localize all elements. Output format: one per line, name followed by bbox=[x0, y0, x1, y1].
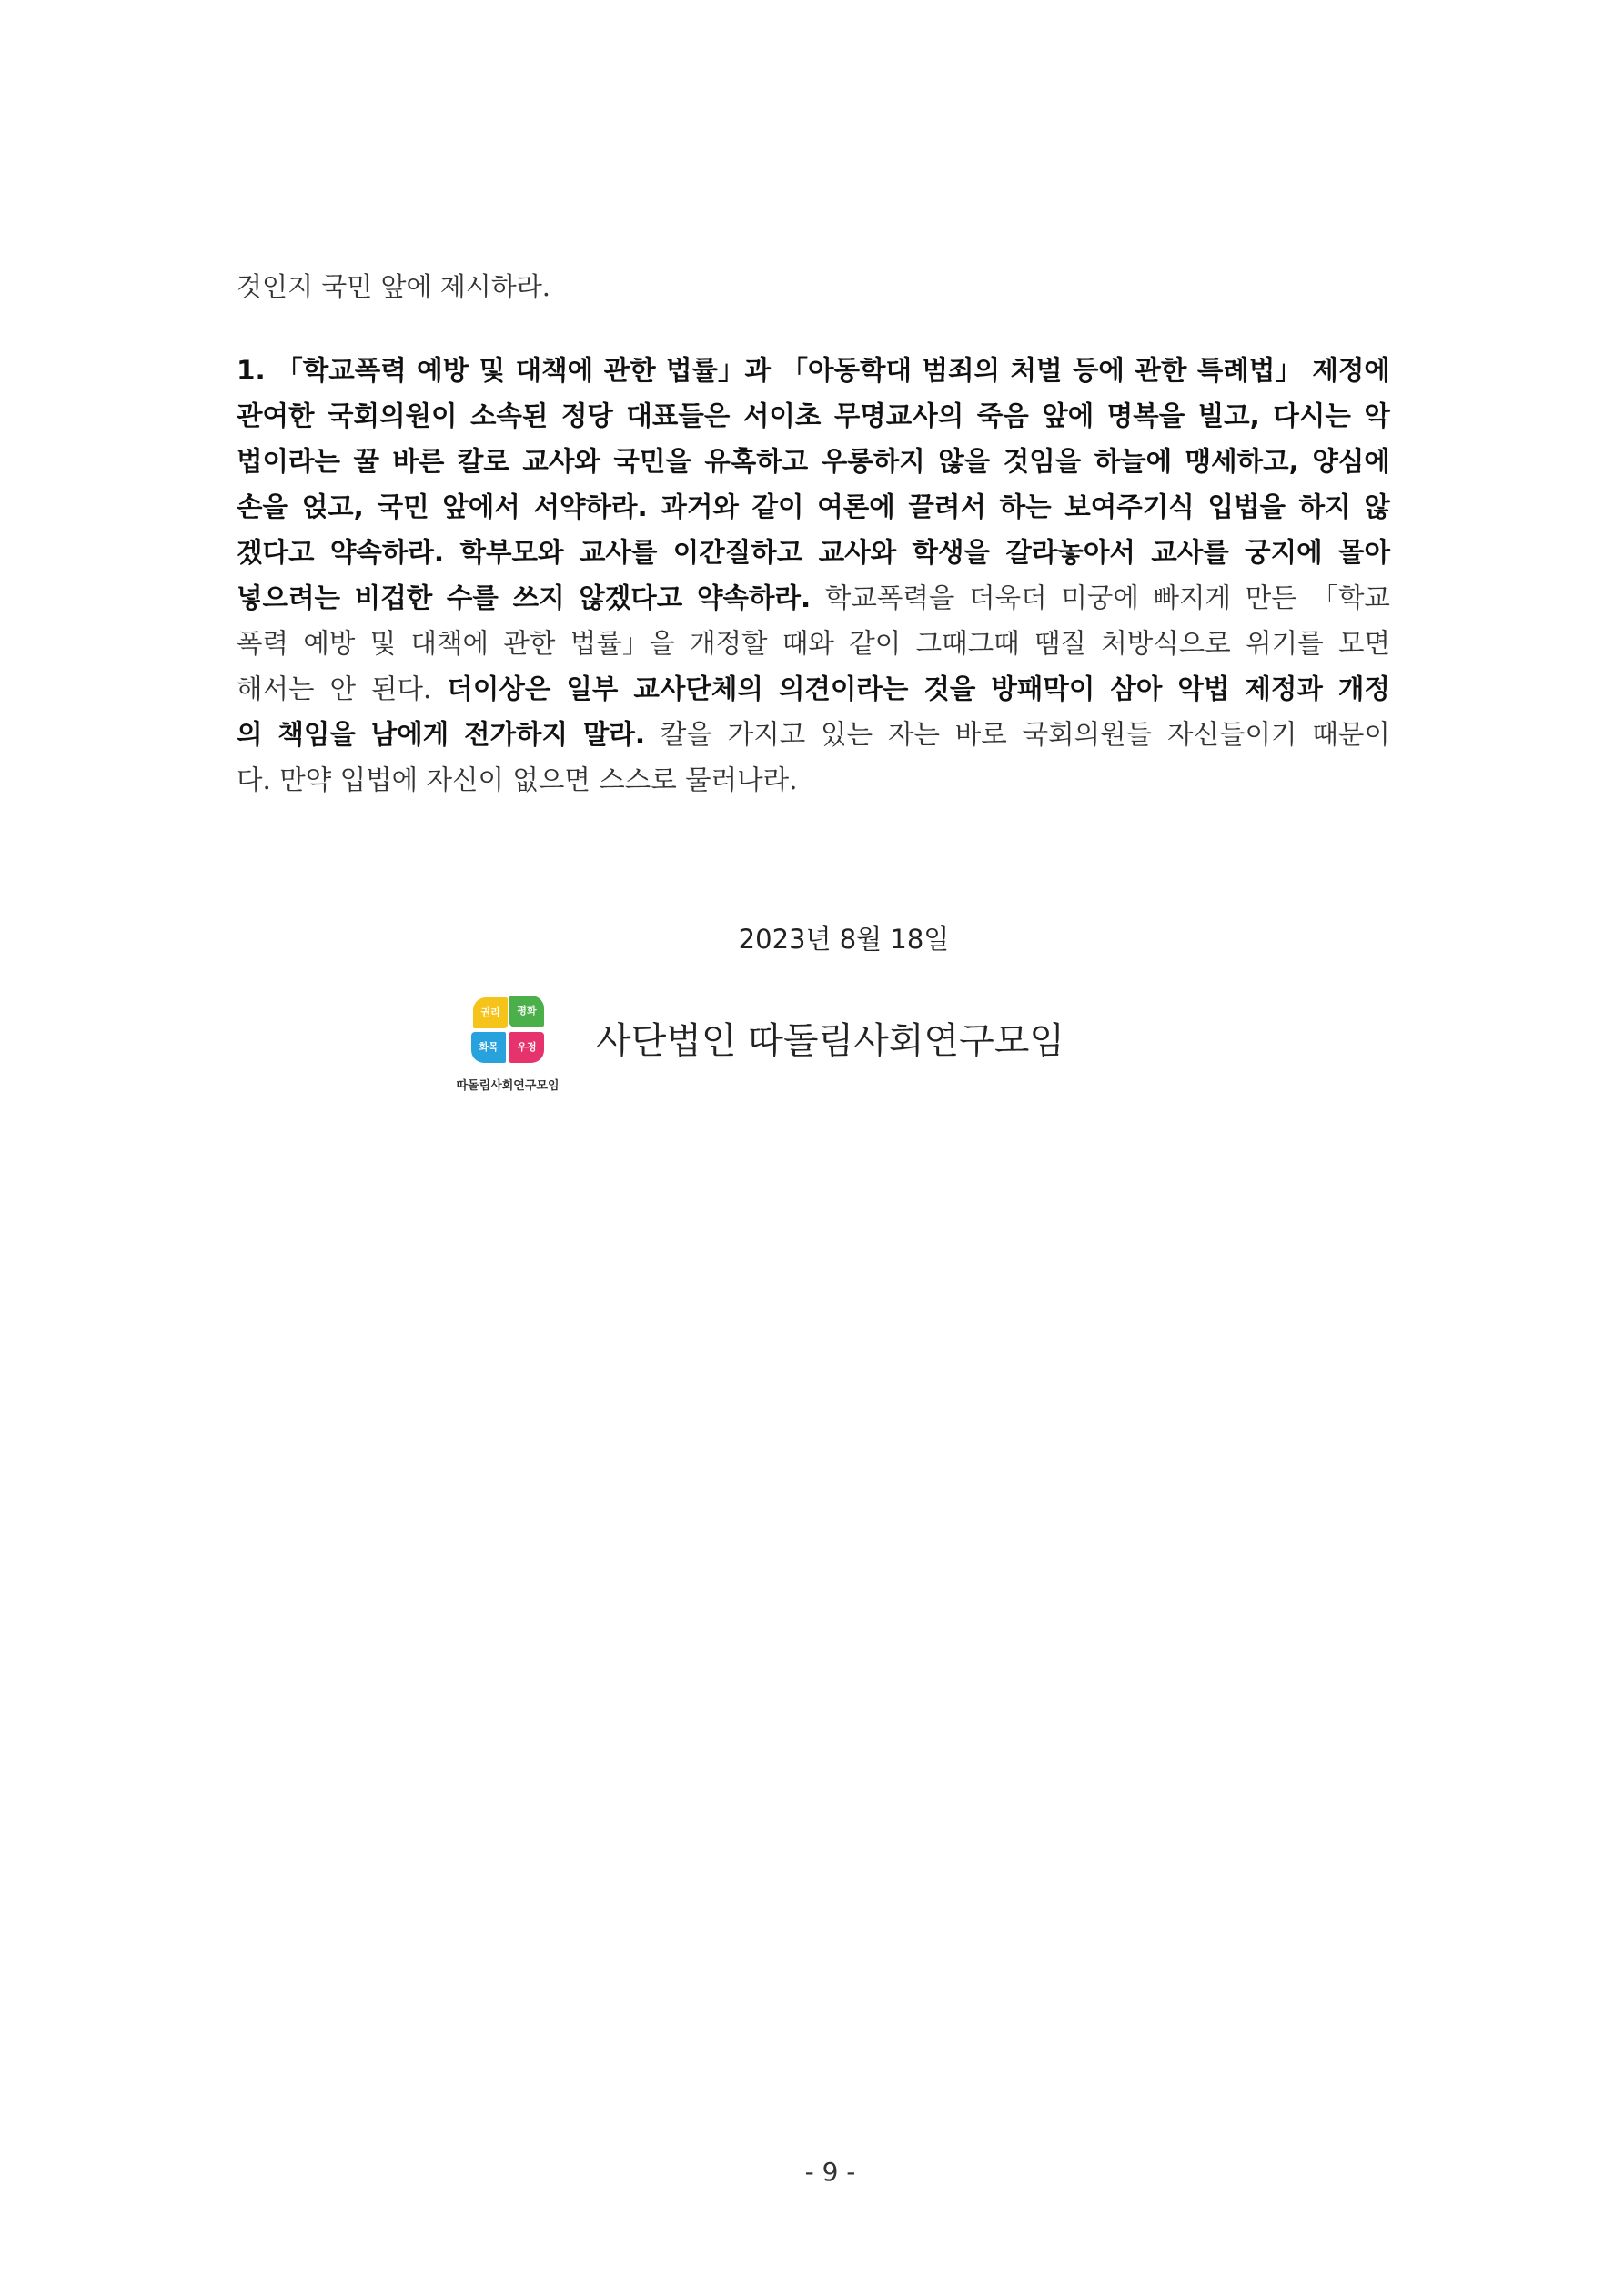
page-number: - 9 - bbox=[804, 2157, 856, 2187]
regular-text: 때문이 bbox=[1312, 719, 1390, 750]
bold-text: 대표들은 bbox=[626, 400, 731, 431]
regular-text: 해서는 bbox=[237, 673, 315, 704]
continuation-line: 것인지 국민 앞에 제시하라. bbox=[237, 271, 551, 302]
bold-text: 악법 bbox=[1177, 673, 1230, 704]
regular-text: 만든 bbox=[1245, 582, 1297, 613]
bold-text: 않겠다고 bbox=[579, 582, 683, 613]
bold-text: 우롱하지 bbox=[821, 446, 925, 477]
bold-text: 말라. bbox=[582, 719, 646, 750]
regular-text: 물러나라. bbox=[685, 764, 798, 795]
bold-text: 일부 bbox=[566, 673, 619, 704]
paragraph-line bbox=[237, 757, 1390, 803]
bold-text: 삼아 bbox=[1110, 673, 1163, 704]
regular-text: 법률」을 bbox=[570, 628, 675, 659]
organization-logo bbox=[444, 992, 571, 1101]
bold-text: 앞에서 bbox=[442, 491, 520, 522]
bold-text: 1. bbox=[237, 355, 266, 386]
bold-text: 끌려서 bbox=[908, 491, 986, 522]
regular-text: 없으면 bbox=[512, 764, 600, 795]
bold-text: 무명교사의 bbox=[833, 400, 964, 431]
bold-text: 방패막이 bbox=[991, 673, 1095, 704]
bold-text: 맹세하고, bbox=[1185, 446, 1299, 477]
bold-text: 수를 bbox=[446, 582, 499, 613]
bold-text: 국민을 bbox=[613, 446, 691, 477]
bold-text: 여론에 bbox=[817, 491, 895, 522]
paragraph-line bbox=[237, 621, 1390, 666]
logo-tile-rights: 권리 bbox=[473, 997, 508, 1028]
regular-text: 더욱더 bbox=[969, 582, 1047, 613]
regular-text: 그때그때 bbox=[915, 628, 1020, 659]
paragraph-line bbox=[237, 439, 1390, 484]
bold-text: 예방 bbox=[417, 355, 469, 386]
bold-text: 법률」과 bbox=[666, 355, 772, 386]
bold-text: 및 bbox=[479, 355, 506, 386]
bold-text: 갈라놓아서 bbox=[1005, 537, 1135, 568]
bold-text: 학부모와 bbox=[459, 537, 564, 568]
regular-text: 자신이 bbox=[426, 764, 513, 795]
bold-text: 교사단체의 bbox=[633, 673, 763, 704]
bold-text: 빌고, bbox=[1197, 400, 1260, 431]
paragraph-line bbox=[237, 530, 1390, 575]
bold-text: 다시는 bbox=[1273, 400, 1351, 431]
bold-text: 양심에 bbox=[1312, 446, 1390, 477]
bold-text: 관여한 bbox=[237, 400, 315, 431]
regular-text: 같이 bbox=[849, 628, 902, 659]
bold-text: 것을 bbox=[923, 673, 976, 704]
bold-text: 대책에 bbox=[515, 355, 594, 386]
logo-caption: 따돌림사회연구모임 bbox=[456, 1079, 560, 1093]
bold-text: 「아동학대 bbox=[781, 355, 913, 386]
bold-text: 이간질하고 bbox=[672, 537, 803, 568]
bold-text: 처벌 bbox=[1010, 355, 1063, 386]
bold-text: 소속된 bbox=[469, 400, 549, 431]
bold-text: 의견이라는 bbox=[778, 673, 909, 704]
bold-text: 죽음 bbox=[976, 400, 1029, 431]
bold-text: 국회의원이 bbox=[327, 400, 458, 431]
bold-text: 남에게 bbox=[370, 719, 449, 750]
bold-text: 범죄의 bbox=[922, 355, 1000, 386]
regular-text: 된다. bbox=[371, 673, 432, 704]
bold-text: 책임을 bbox=[277, 719, 356, 750]
regular-text: 처방식으로 bbox=[1101, 628, 1231, 659]
regular-text: 안 bbox=[329, 673, 356, 704]
regular-text: 있는 bbox=[821, 719, 873, 750]
bold-text: 교사와 bbox=[818, 537, 897, 568]
regular-text: 만약 bbox=[279, 764, 340, 795]
organization-name: 사단법인 따돌림사회연구모임 bbox=[596, 1020, 1065, 1062]
bold-text: 학생을 bbox=[912, 537, 990, 568]
bold-text: 서약하라. bbox=[533, 491, 648, 522]
bold-text: 악 bbox=[1364, 400, 1390, 431]
regular-text: 칼을 bbox=[660, 719, 712, 750]
regular-text: 가지고 bbox=[727, 719, 806, 750]
bold-text: 관한 bbox=[603, 355, 656, 386]
regular-text: 스스로 bbox=[599, 764, 686, 795]
bold-text: 개정 bbox=[1337, 673, 1390, 704]
paragraph-line bbox=[237, 575, 1390, 621]
regular-text: 개정할 bbox=[690, 628, 768, 659]
paragraph-line bbox=[237, 348, 1390, 393]
regular-text: 모면 bbox=[1337, 628, 1390, 659]
bold-text: 것임을 bbox=[1003, 446, 1082, 477]
bold-text: 교사와 bbox=[522, 446, 600, 477]
bold-text: 하늘에 bbox=[1094, 446, 1173, 477]
regular-text: 폭력 bbox=[237, 628, 288, 659]
logo-tile-friendship: 우정 bbox=[509, 1032, 544, 1063]
bold-text: 서이초 bbox=[742, 400, 822, 431]
bold-text: 바른 bbox=[392, 446, 445, 477]
regular-text: 국회의원들 bbox=[1022, 719, 1153, 750]
regular-text: 다. bbox=[237, 764, 280, 795]
bold-text: 과거와 bbox=[661, 491, 739, 522]
bold-text: 교사를 bbox=[1151, 537, 1229, 568]
bold-text: 특례법」 bbox=[1196, 355, 1302, 386]
bold-text: 쓰지 bbox=[512, 582, 565, 613]
bold-text: 겠다고 bbox=[237, 537, 315, 568]
bold-text: 등에 bbox=[1072, 355, 1125, 386]
bold-text: 손을 bbox=[237, 491, 288, 522]
bold-text: 않을 bbox=[938, 446, 991, 477]
paragraph-line bbox=[237, 712, 1390, 757]
bold-text: 명복을 bbox=[1106, 400, 1185, 431]
bold-text: 제정과 bbox=[1245, 673, 1323, 704]
regular-text: 바로 bbox=[954, 719, 1007, 750]
bold-text: 법이라는 bbox=[237, 446, 340, 477]
bold-text: 유혹하고 bbox=[704, 446, 809, 477]
regular-text: 자는 bbox=[887, 719, 940, 750]
regular-text: 빠지게 bbox=[1153, 582, 1232, 613]
bold-text: 칼로 bbox=[457, 446, 509, 477]
bold-text: 제정에 bbox=[1312, 355, 1390, 386]
regular-text: 땜질 bbox=[1034, 628, 1086, 659]
bold-text: 비겁한 bbox=[354, 582, 433, 613]
bold-text: 국민 bbox=[377, 491, 429, 522]
bold-text: 궁지에 bbox=[1245, 537, 1323, 568]
logo-tile-harmony: 화목 bbox=[471, 1032, 506, 1063]
paragraph-line bbox=[237, 666, 1390, 712]
regular-text: 때와 bbox=[782, 628, 834, 659]
bold-text: 「학교폭력 bbox=[276, 355, 407, 386]
bold-text: 하지 bbox=[1298, 491, 1351, 522]
bold-text: 얹고, bbox=[301, 491, 364, 522]
regular-text: 대책에 bbox=[410, 628, 489, 659]
resolution-paragraph bbox=[237, 348, 1390, 803]
bold-text: 입법을 bbox=[1207, 491, 1286, 522]
bold-text: 같이 bbox=[751, 491, 804, 522]
bold-text: 약속하라. bbox=[697, 582, 812, 613]
bold-text: 더이상은 bbox=[447, 673, 551, 704]
regular-text: 위기를 bbox=[1246, 628, 1324, 659]
bold-text: 꿀 bbox=[353, 446, 379, 477]
bold-text: 의 bbox=[237, 719, 263, 750]
bold-text: 약속하라. bbox=[329, 537, 445, 568]
bold-text: 교사를 bbox=[579, 537, 658, 568]
regular-text: 학교폭력을 bbox=[824, 582, 955, 613]
bold-text: 정당 bbox=[560, 400, 613, 431]
regular-text: 미궁에 bbox=[1061, 582, 1139, 613]
bold-text: 넣으려는 bbox=[237, 582, 340, 613]
regular-text: 입법에 bbox=[339, 764, 427, 795]
bold-text: 앞에 bbox=[1042, 400, 1094, 431]
bold-text: 전가하지 bbox=[464, 719, 569, 750]
bold-text: 몰아 bbox=[1337, 537, 1390, 568]
regular-text: 자신들이기 bbox=[1166, 719, 1297, 750]
bold-text: 보여주기식 bbox=[1064, 491, 1195, 522]
paragraph-line bbox=[237, 393, 1390, 439]
document-date: 2023년 8월 18일 bbox=[738, 924, 950, 955]
regular-text: 및 bbox=[369, 628, 397, 659]
bold-text: 하는 bbox=[999, 491, 1052, 522]
paragraph-line bbox=[237, 484, 1390, 530]
bold-text: 관한 bbox=[1135, 355, 1187, 386]
regular-text: 예방 bbox=[303, 628, 356, 659]
logo-tile-peace: 평화 bbox=[509, 996, 544, 1027]
regular-text: 「학교 bbox=[1311, 582, 1390, 613]
regular-text: 관한 bbox=[503, 628, 556, 659]
bold-text: 않 bbox=[1364, 491, 1390, 522]
